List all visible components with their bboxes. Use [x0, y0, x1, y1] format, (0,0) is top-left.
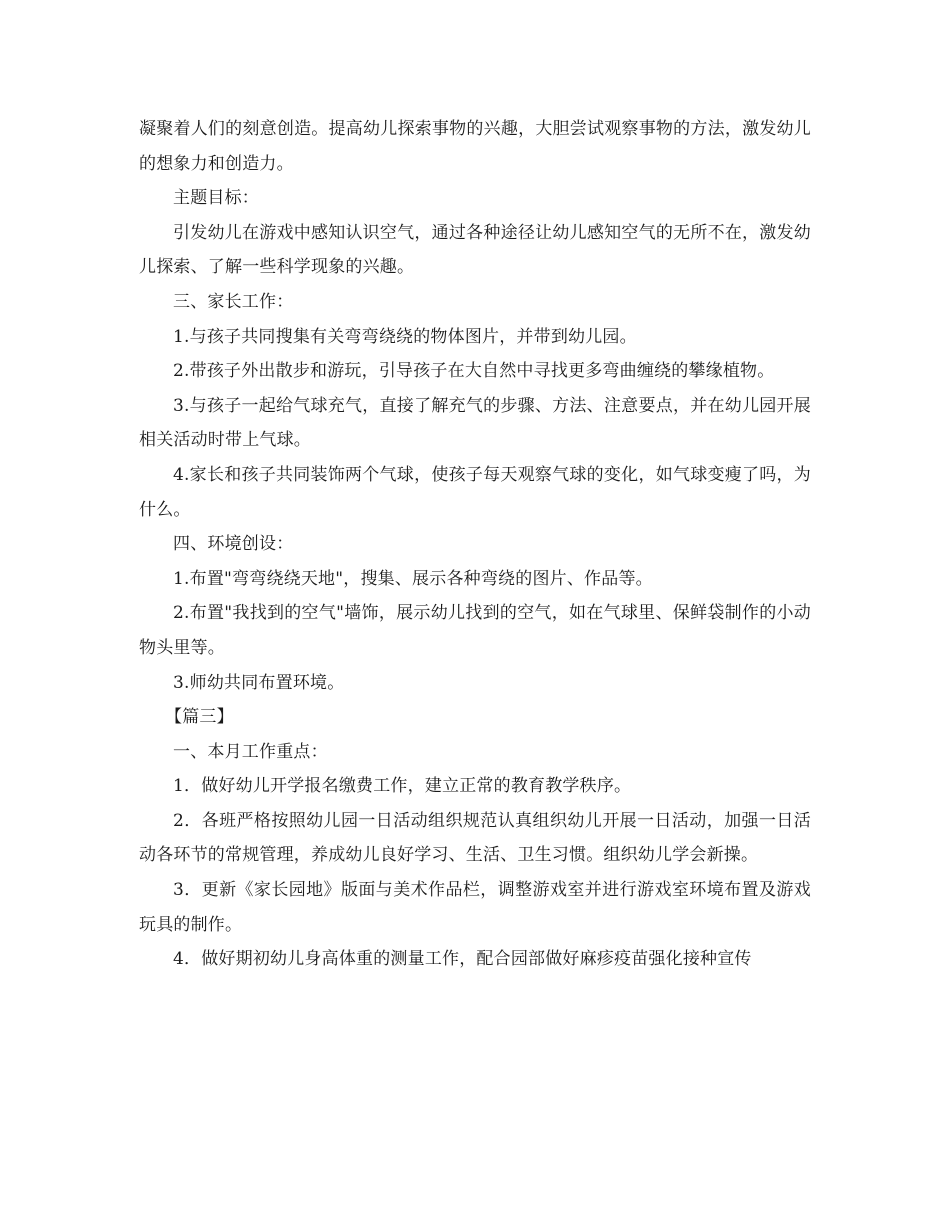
- document-body: [139, 112, 811, 977]
- section-heading: 四、环境创设：: [173, 534, 294, 555]
- list-item: 1．做好幼儿开学报名缴费工作，建立正常的教育教学秩序。: [173, 776, 632, 797]
- list-item: 3.师幼共同布置环境。: [173, 672, 345, 693]
- list-item: 2.布置"我找到的空气"墙饰，展示幼儿找到的空气，如在气球里、保鲜袋制作的小动物头里等。: [139, 603, 811, 658]
- list-item: 4.家长和孩子共同装饰两个气球，使孩子每天观察气球的变化，如气球变瘦了吗，为什么。: [139, 464, 811, 520]
- list-item: 2.带孩子外出散步和游玩，引导孩子在大自然中寻找更多弯曲缠绕的攀缘植物。: [173, 361, 775, 382]
- section-heading: 三、家长工作：: [173, 291, 294, 312]
- list-item: 3.与孩子一起给气球充气，直接了解充气的步骤、方法、注意要点，并在幼儿园开展相关活动时带上气球。: [139, 395, 811, 451]
- section-heading: 一、本月工作重点：: [173, 741, 328, 762]
- list-item: 3．更新《家长园地》版面与美术作品栏，调整游戏室并进行游戏室环境布置及游戏玩具的制作。: [139, 880, 811, 935]
- list-item: 2．各班严格按照幼儿园一日活动组织规范认真组织幼儿开展一日活动，加强一日活动各环节的常规管理，养成幼儿良好学习、生活、卫生习惯。组织幼儿学会新操。: [139, 810, 811, 866]
- section-label: 主题目标：: [173, 188, 259, 209]
- list-item: 1.与孩子共同搜集有关弯弯绕绕的物体图片，并带到幼儿园。: [173, 326, 637, 347]
- list-item: 1.布置"弯弯绕绕天地"，搜集、展示各种弯绕的图片、作品等。: [173, 568, 653, 589]
- paragraph: 引发幼儿在游戏中感知认识空气，通过各种途径让幼儿感知空气的无所不在，激发幼儿探索、了解一些科学现象的兴趣。: [139, 222, 811, 278]
- list-item: 4．做好期初幼儿身高体重的测量工作，配合园部做好麻疹疫苗强化接种宣传: [173, 949, 752, 970]
- paragraph: 凝聚着人们的刻意创造。提高幼儿探索事物的兴趣，大胆尝试观察事物的方法，激发幼儿的想象力和创造力。: [139, 119, 811, 174]
- chapter-marker: 【篇三】: [165, 707, 234, 728]
